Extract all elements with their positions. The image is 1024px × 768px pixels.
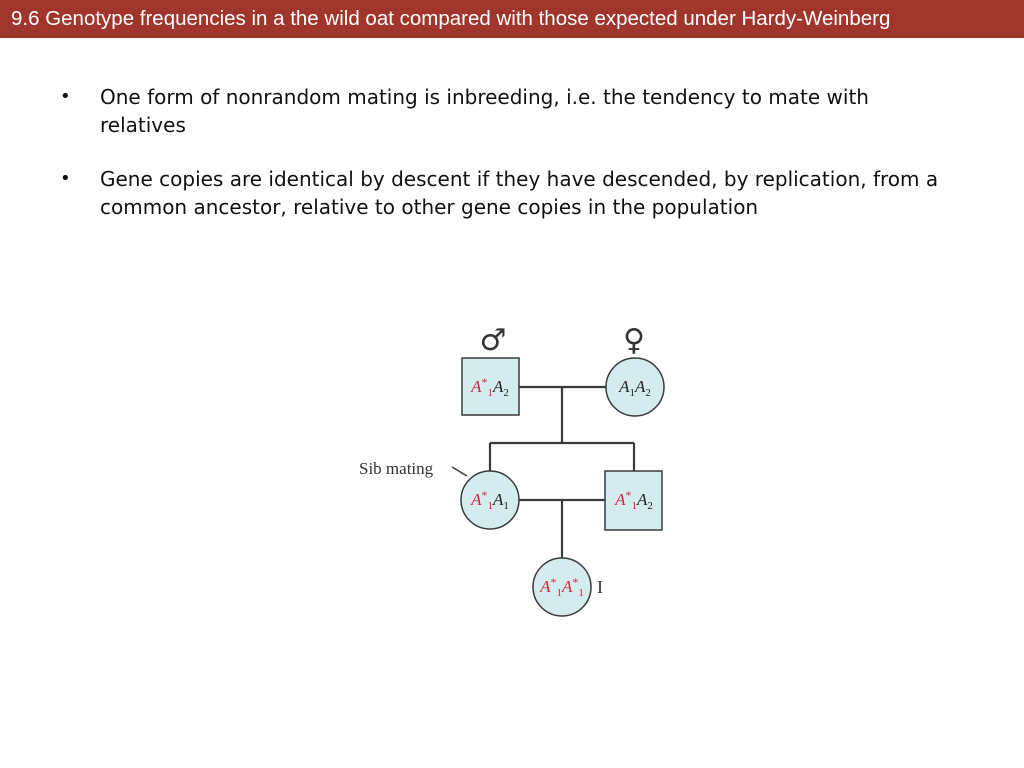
offspring-label: I: [597, 577, 603, 597]
allele-subscript: 1: [578, 587, 584, 599]
allele-star: *: [550, 575, 557, 589]
allele-letter: A: [471, 490, 482, 509]
allele-letter: A: [562, 577, 573, 596]
allele-subscript: 1: [629, 387, 635, 399]
bullet-text: One form of nonrandom mating is inbreeding, i.e. the tendency to mate with relatives: [100, 85, 869, 137]
allele-star: *: [625, 488, 632, 502]
bullet-dot: •: [60, 168, 71, 189]
allele-subscript: 2: [647, 500, 653, 512]
allele-subscript: 2: [503, 387, 509, 399]
allele-subscript: 1: [487, 387, 493, 399]
male-symbol-icon: ♂: [479, 323, 507, 358]
bullet-dot: •: [60, 86, 71, 107]
allele-star: *: [481, 375, 488, 389]
allele-letter: A: [493, 377, 504, 396]
allele-subscript: 1: [631, 500, 637, 512]
allele-letter: A: [635, 377, 646, 396]
allele-letter: A: [471, 377, 482, 396]
bullet-text: Gene copies are identical by descent if they have descended, by replication, from a common ancestor, relative to other gene copies in the population: [100, 167, 939, 219]
female-symbol-icon: ♀: [623, 323, 645, 358]
allele-subscript: 1: [503, 500, 509, 512]
allele-subscript: 1: [556, 587, 562, 599]
allele-letter: A: [540, 577, 551, 596]
sib-mating-pointer: [452, 467, 467, 476]
sib-mating-label: Sib mating: [359, 459, 434, 478]
slide-title: 9.6 Genotype frequencies in a the wild oat compared with those expected under Hardy-Weinberg: [0, 0, 1024, 38]
allele-subscript: 1: [487, 500, 493, 512]
allele-star: *: [572, 575, 579, 589]
allele-letter: A: [615, 490, 626, 509]
allele-letter: A: [619, 377, 630, 396]
allele-star: *: [481, 488, 488, 502]
allele-letter: A: [637, 490, 648, 509]
allele-letter: A: [493, 490, 504, 509]
allele-subscript: 2: [645, 387, 651, 399]
